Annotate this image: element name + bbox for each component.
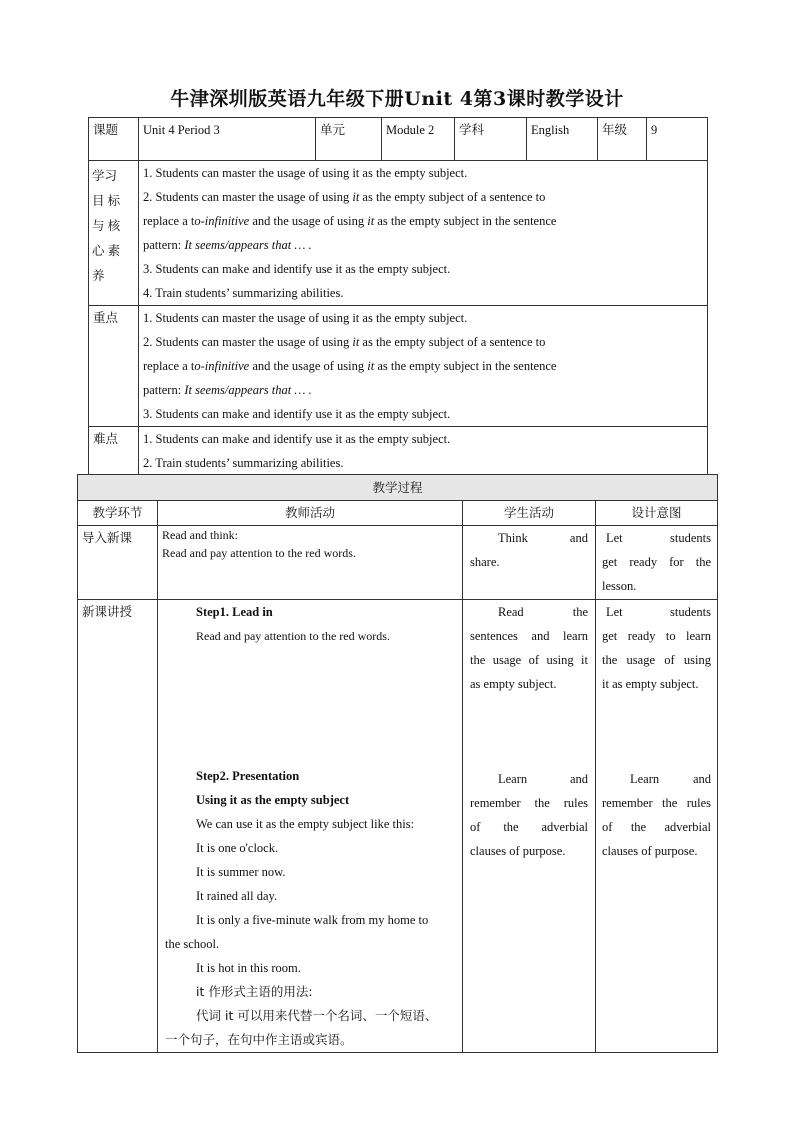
- new-lesson-row: [78, 600, 718, 1053]
- difficult-label: 难点: [89, 427, 139, 476]
- document-title: 牛津深圳版英语九年级下册Unit 4第3课时教学设计: [170, 88, 624, 110]
- intro-row: [78, 526, 718, 600]
- subject-value: English: [527, 118, 598, 161]
- new-student: Read the sentences and learn the usage of using it as empty subject. Learn and remember the rules of the adverbial clauses of purpose.: [463, 600, 596, 1053]
- unit-label: 单元: [316, 118, 382, 161]
- key-points-content: 1. Students can master the usage of using it as the empty subject. 2. Students can master the usage of using it as the empty subject of a sentence to replace a to-infinitive and the usage of using it as the empty subject in the sentence pattern: It seems/appears that … . 3. Students can make and identify use it as the empty subject.: [139, 306, 708, 427]
- subject-label: 学科: [455, 118, 527, 161]
- teaching-process-table: [77, 474, 718, 1053]
- objectives-label: 学习 目 标 与 核 心 素 养: [89, 161, 139, 306]
- intro-stage: 导入新课: [78, 526, 158, 600]
- new-stage: 新课讲授: [78, 600, 158, 1053]
- intro-design: Let students get ready for the lesson.: [596, 526, 718, 600]
- objectives-content: 1. Students can master the usage of using it as the empty subject. 2. Students can master the usage of using it as the empty subject of a sentence to replace a to-infinitive and the usage of using it as the empty subject in the sentence pattern: It seems/appears that … . 3. Students can make and identify use it as the empty subject. 4. Train students’ summarizing abilities.: [139, 161, 708, 306]
- col-teacher: 教师活动: [158, 501, 463, 526]
- col-design: 设计意图: [596, 501, 718, 526]
- new-teacher: Step1. Lead in Read and pay attention to the red words. Step2. Presentation Using it as the empty subject We can use it as the empty subject like this: It is one o'clock. It is summer now. It rained all day. It is only a five-minute walk from my home to the school. It is hot in this room. it 作形式主语的用法: 代词 it 可以用来代替一个名词、一个短语、 一个句子，在句中作主语或宾语。: [158, 600, 463, 1053]
- intro-teacher: Read and think: Read and pay attention to the red words.: [158, 526, 463, 600]
- grade-value: 9: [647, 118, 708, 161]
- process-header: 教学过程: [78, 475, 718, 501]
- col-student: 学生活动: [463, 501, 596, 526]
- lesson-info-table: [88, 117, 708, 476]
- difficult-content: 1. Students can make and identify use it as the empty subject. 2. Train students’ summarizing abilities.: [139, 427, 708, 476]
- grade-label: 年级: [598, 118, 647, 161]
- topic-label: 课题: [89, 118, 139, 161]
- new-design: Let students get ready to learn the usage of using it as empty subject. Learn and remember the rules of the adverbial clauses of purpose.: [596, 600, 718, 1053]
- unit-value: Module 2: [382, 118, 455, 161]
- col-stage: 教学环节: [78, 501, 158, 526]
- intro-student: Think and share.: [463, 526, 596, 600]
- topic-value: Unit 4 Period 3: [139, 118, 316, 161]
- key-points-label: 重点: [89, 306, 139, 427]
